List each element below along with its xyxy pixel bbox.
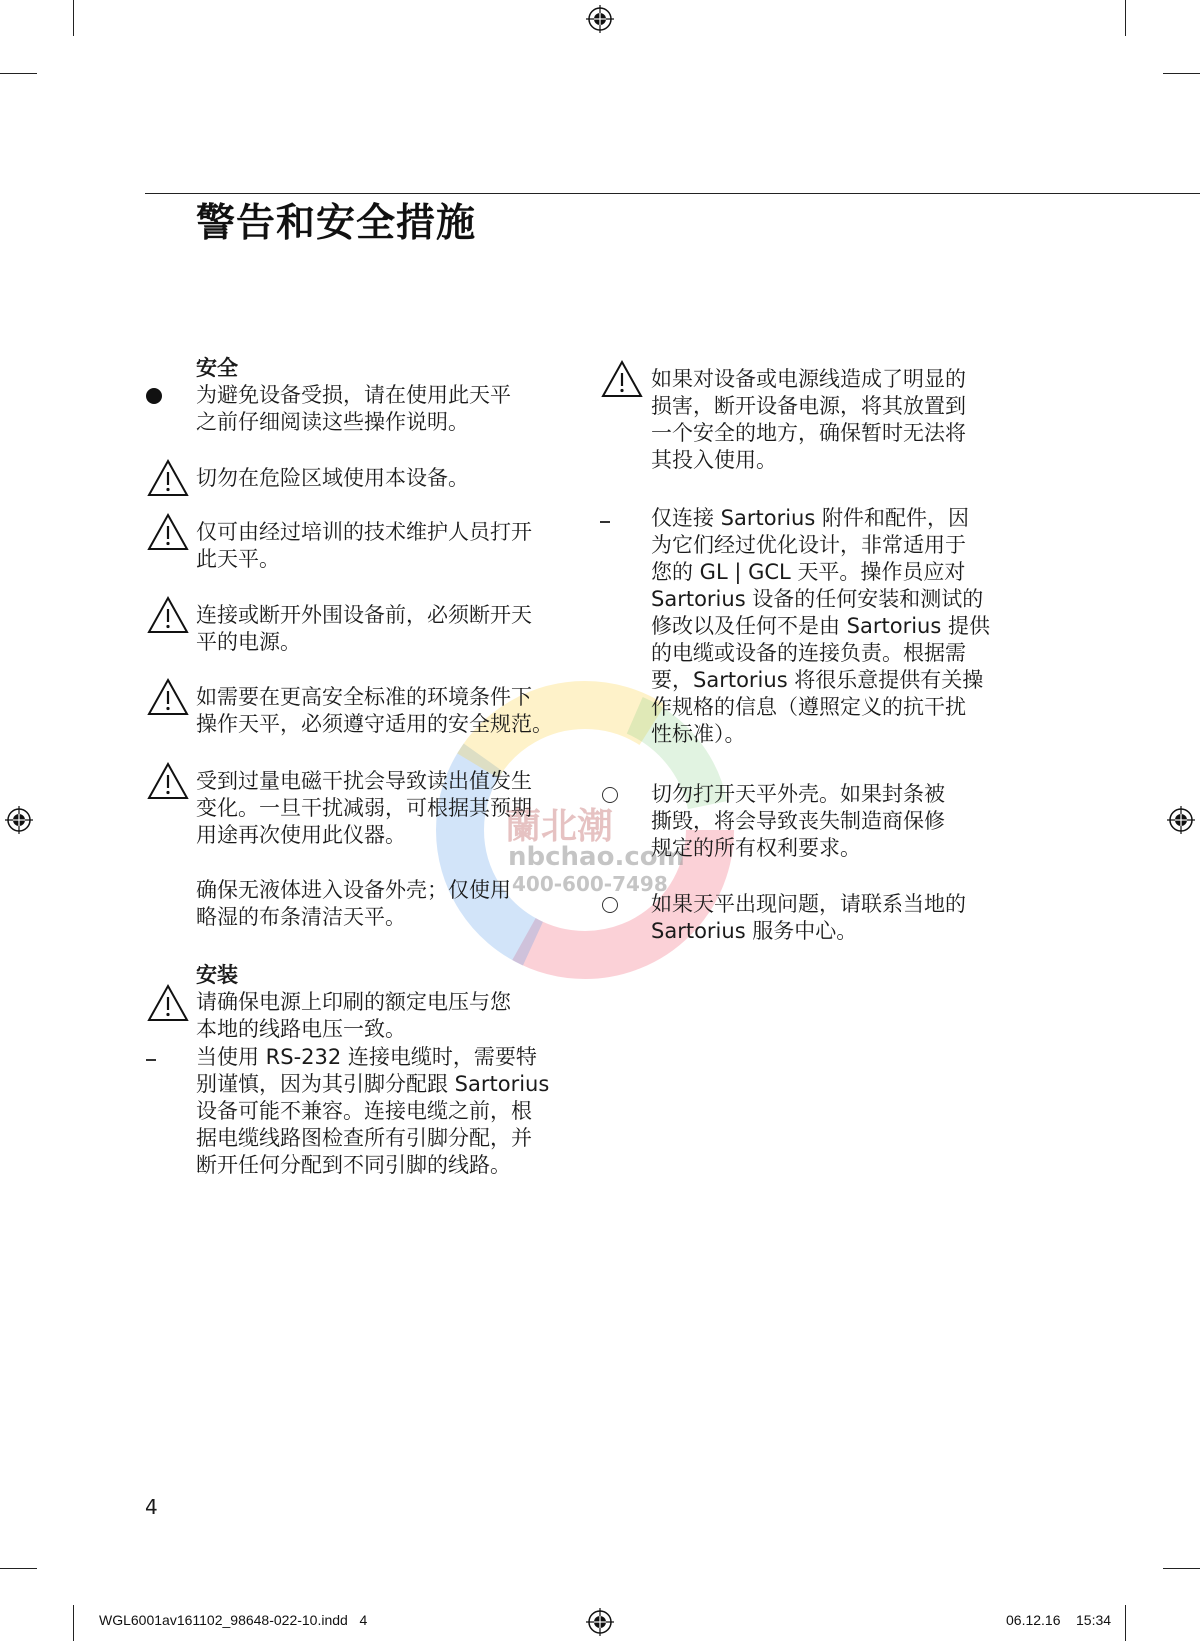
crop-mark <box>1163 73 1200 74</box>
crop-mark <box>0 73 37 74</box>
watermark-brand: 蘭北潮 <box>505 806 614 847</box>
safety-heading: 安全 <box>196 356 238 380</box>
list-item: 为避免设备受损，请在使用此天平 之前仔细阅读这些操作说明。 <box>196 383 511 434</box>
list-item: 请确保电源上印刷的额定电压与您 本地的线路电压一致。 <box>196 990 511 1041</box>
list-item: 当使用 RS-232 连接电缆时，需要特 别谨慎，因为其引脚分配跟 Sartorius 设备可能不兼容。连接电缆之前，根 据电缆线路图检查所有引脚分配，并 断开任何分配到不同引脚的线路。 <box>196 1045 550 1177</box>
dash-bullet-icon <box>600 521 610 523</box>
crop-mark <box>0 1568 37 1569</box>
footer-file-info: WGL6001av161102_98648-022-10.indd 4 <box>99 1612 368 1628</box>
list-item: 切勿打开天平外壳。如果封条被 撕毁，将会导致丧失制造商保修 规定的所有权利要求。 <box>651 782 945 860</box>
registration-mark-icon <box>1166 805 1196 835</box>
page-number: 4 <box>145 1495 158 1519</box>
list-item: 连接或断开外围设备前，必须断开天 平的电源。 <box>196 603 532 654</box>
crop-mark <box>73 0 74 36</box>
list-item: 如需要在更高安全标准的环境条件下 操作天平，必须遵守适用的安全规范。 <box>196 685 553 736</box>
crop-mark <box>1125 1605 1126 1641</box>
circle-bullet-icon <box>602 787 618 803</box>
warning-triangle-icon <box>146 677 190 717</box>
crop-mark <box>73 1605 74 1641</box>
install-heading: 安装 <box>196 963 238 987</box>
page-title: 警告和安全措施 <box>196 201 477 246</box>
registration-mark-icon <box>585 4 615 34</box>
dash-bullet-icon <box>146 1059 156 1061</box>
watermark-site: nbchao.com <box>508 842 685 872</box>
warning-triangle-icon <box>146 512 190 552</box>
warning-triangle-icon <box>600 359 644 399</box>
list-item: 仅可由经过培训的技术维护人员打开 此天平。 <box>196 520 532 571</box>
warning-triangle-icon <box>146 983 190 1023</box>
list-item: 切勿在危险区域使用本设备。 <box>196 466 469 490</box>
crop-mark <box>1163 1568 1200 1569</box>
list-item: 受到过量电磁干扰会导致读出值发生 变化。一旦干扰减弱，可根据其预期 用途再次使用此仪器。 <box>196 769 532 847</box>
list-item: 如果天平出现问题，请联系当地的 Sartorius 服务中心。 <box>651 892 966 943</box>
watermark-phone: 400-600-7498 <box>512 872 668 896</box>
list-item: 仅连接 Sartorius 附件和配件，因 为它们经过优化设计，非常适用于 您的 GL | GCL 天平。操作员应对 Sartorius 设备的任何安装和测试的 修改以及任何不是由 Sartorius 提供 的电缆或设备的连接负责。根据需 要，Sartorius 将很乐意提供有关操 作规格的信息（遵照定义的抗干扰 性标准）。 <box>651 506 990 746</box>
warning-triangle-icon <box>146 458 190 498</box>
crop-mark <box>1125 0 1126 36</box>
registration-mark-icon <box>4 805 34 835</box>
registration-mark-icon <box>585 1607 615 1637</box>
list-item: 如果对设备或电源线造成了明显的 损害，断开设备电源，将其放置到 一个安全的地方，确保暂时无法将 其投入使用。 <box>651 367 966 472</box>
list-item: 确保无液体进入设备外壳；仅使用 略湿的布条清洁天平。 <box>196 878 511 929</box>
bullet-icon <box>146 388 162 404</box>
warning-triangle-icon <box>146 595 190 635</box>
footer-time: 15:34 <box>1076 1612 1112 1628</box>
circle-bullet-icon <box>602 897 618 913</box>
warning-triangle-icon <box>146 761 190 801</box>
footer-date: 06.12.16 <box>1006 1612 1061 1628</box>
